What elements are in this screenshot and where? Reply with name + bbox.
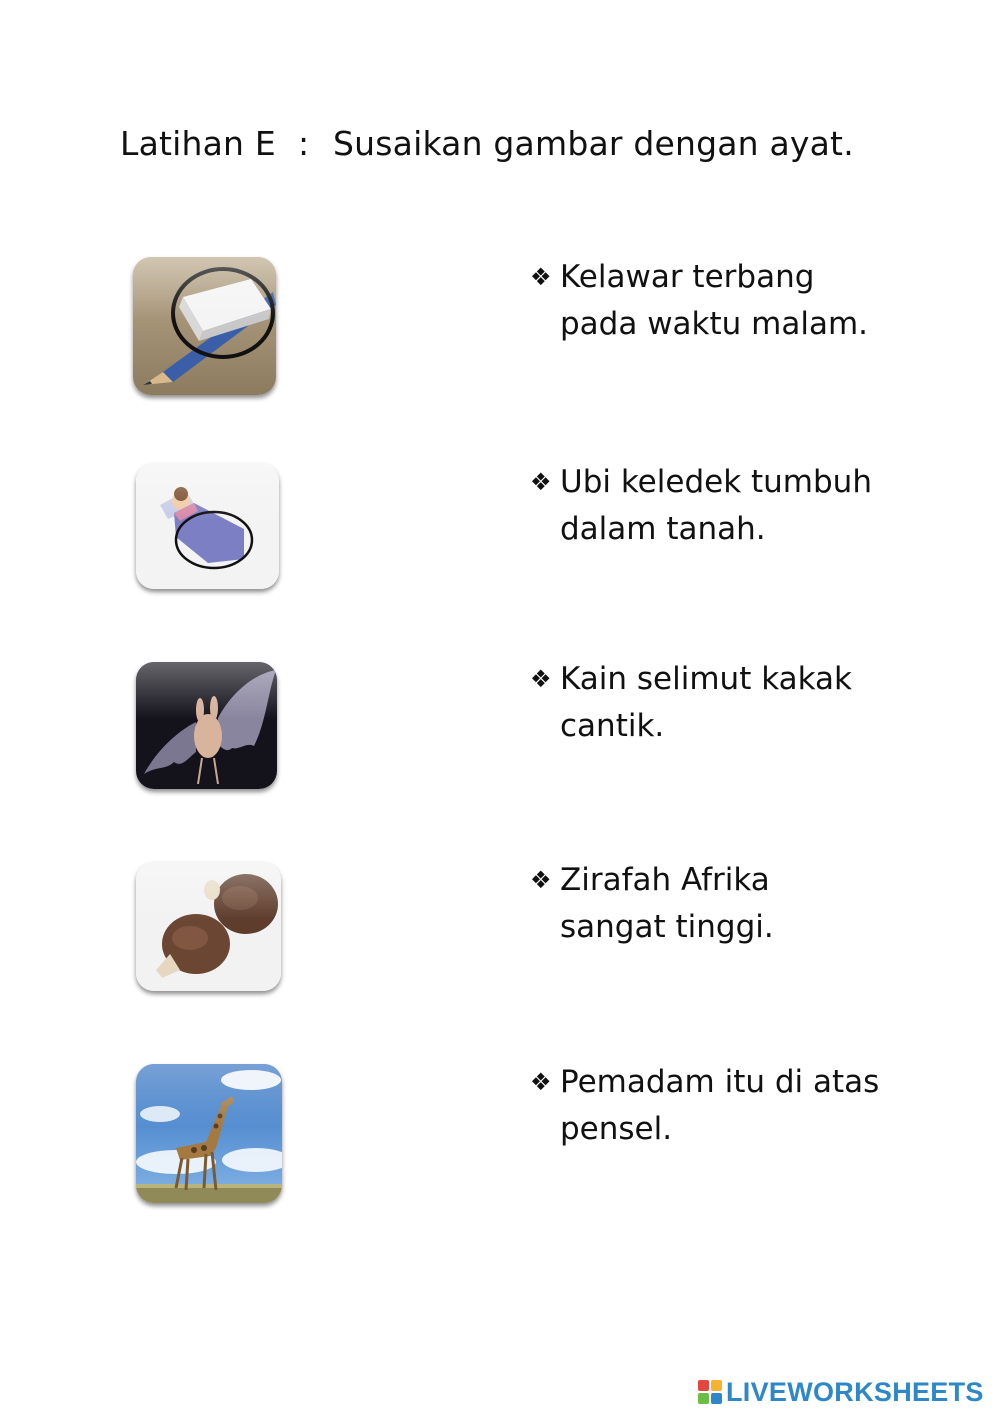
sentence-3[interactable]	[530, 656, 890, 750]
diamond-bullet-icon: ❖	[530, 263, 552, 291]
sentence-2[interactable]	[530, 459, 890, 553]
title-colon: :	[298, 124, 310, 163]
picture-blanket[interactable]	[136, 463, 279, 589]
sentence-5-line-1: Pemadam itu di atas	[560, 1064, 880, 1100]
sentence-1-line-1: Kelawar terbang	[560, 259, 815, 295]
brand-name: LIVEWORKSHEETS	[726, 1376, 984, 1407]
picture-eraser-on-pencil[interactable]	[133, 257, 276, 395]
bat-illustration	[136, 662, 277, 789]
sentence-1-line-2: pada waktu malam.	[560, 306, 869, 342]
diamond-bullet-icon: ❖	[530, 665, 552, 693]
sentence-4-line-1: Zirafah Afrika	[560, 862, 770, 898]
sentence-2-line-2: dalam tanah.	[560, 511, 766, 547]
picture-bat[interactable]	[136, 662, 277, 789]
sentence-5[interactable]	[530, 1059, 890, 1153]
instruction-text: Susaikan gambar dengan ayat.	[333, 124, 854, 163]
sentence-4[interactable]	[530, 857, 890, 951]
giraffe-illustration	[136, 1064, 282, 1203]
liveworksheets-branding	[698, 1377, 984, 1407]
sentence-4-line-2: sangat tinggi.	[560, 909, 774, 945]
sentence-1[interactable]	[530, 254, 890, 348]
eraser-pencil-illustration	[133, 257, 276, 395]
liveworksheets-logo-icon	[698, 1380, 722, 1404]
picture-sweet-potato[interactable]	[136, 862, 281, 991]
sentence-3-line-2: cantik.	[560, 708, 665, 744]
sentence-3-line-1: Kain selimut kakak	[560, 661, 852, 697]
diamond-bullet-icon: ❖	[530, 1068, 552, 1096]
sentence-2-line-1: Ubi keledek tumbuh	[560, 464, 872, 500]
picture-giraffe[interactable]	[136, 1064, 282, 1203]
sentence-5-line-2: pensel.	[560, 1111, 673, 1147]
exercise-label: Latihan E	[120, 124, 276, 163]
blanket-illustration	[136, 463, 279, 589]
sweet-potato-illustration	[136, 862, 281, 991]
diamond-bullet-icon: ❖	[530, 866, 552, 894]
diamond-bullet-icon: ❖	[530, 468, 552, 496]
